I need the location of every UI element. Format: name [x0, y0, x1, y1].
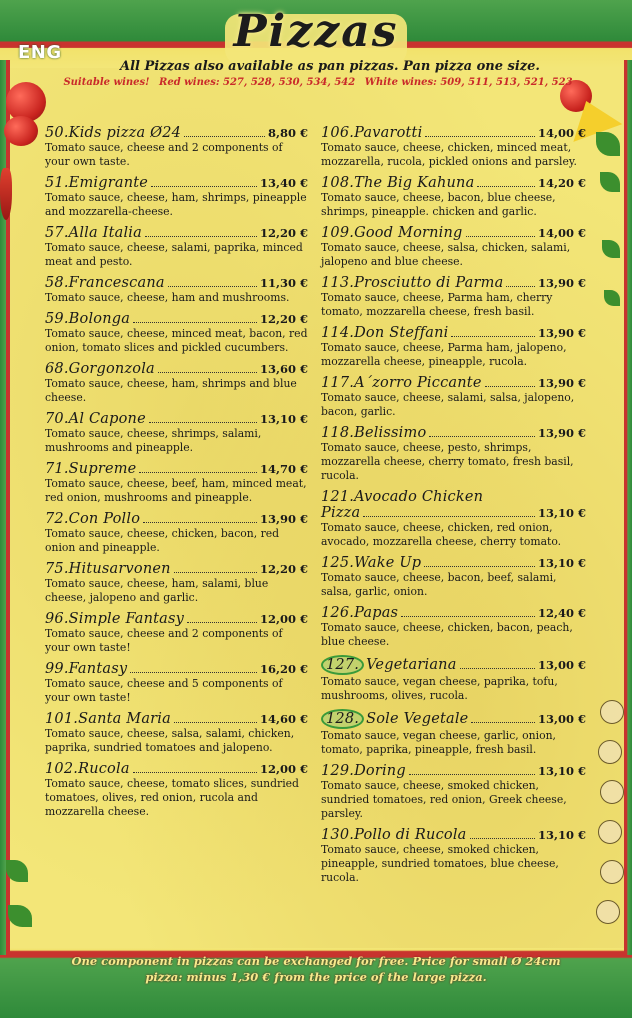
- menu-item: [45, 711, 308, 755]
- menu-item-price: 13,10 €: [537, 506, 586, 520]
- menu-item: [45, 275, 308, 305]
- menu-item: [321, 175, 586, 219]
- menu-item-header: [321, 175, 586, 191]
- menu-item: [45, 311, 308, 355]
- menu-item-price: 13,90 €: [537, 326, 586, 340]
- menu-item-header: [45, 611, 308, 627]
- menu-item-name: 58.Francescana: [45, 275, 165, 291]
- menu-item-price: 13,90 €: [537, 426, 586, 440]
- menu-item-description: Tomato sauce, cheese and 5 components of your own taste!: [45, 677, 283, 704]
- menu-item-price: 14,70 €: [259, 462, 308, 476]
- menu-item-description: Tomato sauce, cheese, pesto, shrimps, mozzarella cheese, cherry tomato, fresh basil, rucola.: [321, 441, 574, 482]
- mushroom-illustration-icon: [600, 700, 624, 724]
- menu-item-description: Tomato sauce, cheese, shrimps, salami, mushrooms and pineapple.: [45, 427, 262, 454]
- menu-item-name: 117.A´zorro Piccante: [321, 375, 482, 391]
- menu-item-header: [45, 561, 308, 577]
- menu-item-name: 126.Papas: [321, 605, 399, 621]
- menu-item-header: [45, 175, 308, 191]
- menu-item-header: [321, 505, 586, 521]
- basil-leaf-icon: [8, 905, 32, 927]
- menu-item-description: Tomato sauce, cheese, Parma ham, jalopeno, mozzarella cheese, pineapple, rucola.: [321, 341, 567, 368]
- menu-item-header: [45, 711, 308, 727]
- menu-item-header: [45, 125, 308, 141]
- dotted-leader: [139, 472, 257, 473]
- dotted-leader: [429, 436, 535, 437]
- page-title: Pizzas: [233, 6, 399, 57]
- menu-item-name: 129.Doring: [321, 763, 406, 779]
- dotted-leader: [471, 722, 535, 723]
- menu-item-description: Tomato sauce, cheese, bacon, beef, salami, salsa, garlic, onion.: [321, 571, 557, 598]
- menu-item-price: 13,10 €: [537, 556, 586, 570]
- dotted-leader: [363, 516, 535, 517]
- mushroom-illustration-icon: [598, 820, 622, 844]
- dotted-leader: [477, 186, 535, 187]
- menu-item-description: Tomato sauce, cheese, smoked chicken, sundried tomatoes, red onion, Greek cheese, parsley.: [321, 779, 567, 820]
- menu-item-description: Tomato sauce, cheese, minced meat, bacon, red onion, tomato slices and pickled cucumbers.: [45, 327, 308, 354]
- menu-item: [321, 125, 586, 169]
- menu-column-left: [45, 125, 308, 825]
- menu-column-right: [321, 125, 586, 891]
- menu-item-description: Tomato sauce, cheese, smoked chicken, pineapple, sundried tomatoes, blue cheese, rucola.: [321, 843, 559, 884]
- mushroom-illustration-icon: [600, 860, 624, 884]
- menu-item-price: 14,00 €: [537, 126, 586, 140]
- menu-item-description: Tomato sauce, cheese, chicken, minced meat, mozzarella, rucola, pickled onions and parsley.: [321, 141, 577, 168]
- menu-item: [321, 605, 586, 649]
- mushroom-illustration-icon: [596, 900, 620, 924]
- menu-item: [321, 763, 586, 821]
- basil-leaf-icon: [596, 132, 620, 156]
- dotted-leader: [506, 286, 535, 287]
- menu-item-header: [321, 709, 586, 729]
- menu-item-price: 12,40 €: [537, 606, 586, 620]
- dotted-leader: [184, 136, 265, 137]
- menu-item-header: [45, 761, 308, 777]
- menu-item-description: Tomato sauce, cheese, Parma ham, cherry tomato, mozzarella cheese, fresh basil.: [321, 291, 553, 318]
- menu-item-name: 113.Prosciutto di Parma: [321, 275, 504, 291]
- menu-item-price: 13,90 €: [537, 376, 586, 390]
- footer-line-2: pizza: minus 1,30 € from the price of the large pizza.: [145, 970, 487, 984]
- menu-item: [321, 275, 586, 319]
- menu-item-description: Tomato sauce, vegan cheese, garlic, onion, tomato, paprika, pineapple, fresh basil.: [321, 729, 556, 756]
- menu-item-header: [45, 661, 308, 677]
- menu-item-description: Tomato sauce, cheese, salami, salsa, jalopeno, bacon, garlic.: [321, 391, 575, 418]
- dotted-leader: [149, 422, 257, 423]
- menu-item-title: Sole Vegetale: [366, 711, 469, 727]
- menu-item-name-line1: 121.Avocado Chicken: [321, 489, 484, 505]
- menu-item-name: 70.Al Capone: [45, 411, 146, 427]
- menu-item-price: 8,80 €: [267, 126, 308, 140]
- dotted-leader: [174, 572, 257, 573]
- menu-item-price: 13,00 €: [537, 658, 586, 672]
- menu-item-price: 12,20 €: [259, 562, 308, 576]
- menu-item-description: Tomato sauce, cheese, ham, shrimps, pineapple and mozzarella-cheese.: [45, 191, 307, 218]
- mushroom-illustration-icon: [600, 780, 624, 804]
- menu-item: [45, 611, 308, 655]
- menu-item-price: 13,10 €: [537, 764, 586, 778]
- dotted-leader: [451, 336, 534, 337]
- menu-item-header: [45, 461, 308, 477]
- menu-item-header: [45, 511, 308, 527]
- menu-item-price: 13,40 €: [259, 176, 308, 190]
- menu-item-description: Tomato sauce, cheese, ham, salami, blue cheese, jalopeno and garlic.: [45, 577, 269, 604]
- menu-item: [45, 411, 308, 455]
- menu-item-price: 13,60 €: [259, 362, 308, 376]
- menu-item: [321, 225, 586, 269]
- dotted-leader: [187, 622, 257, 623]
- menu-item: [45, 361, 308, 405]
- menu-item-name: 106.Pavarotti: [321, 125, 423, 141]
- menu-item-name: 108.The Big Kahuna: [321, 175, 475, 191]
- language-label[interactable]: ENG: [18, 42, 62, 63]
- menu-item-name: 130.Pollo di Rucola: [321, 827, 467, 843]
- dotted-leader: [168, 286, 257, 287]
- menu-item-price: 13,00 €: [537, 712, 586, 726]
- menu-item: [321, 827, 586, 885]
- menu-item-price: 12,20 €: [259, 312, 308, 326]
- menu-item: [321, 655, 586, 703]
- menu-item: [45, 661, 308, 705]
- menu-item-header: [321, 605, 586, 621]
- menu-item-description: Tomato sauce, cheese, chicken, bacon, red onion and pineapple.: [45, 527, 280, 554]
- menu-item: [45, 225, 308, 269]
- menu-item-header: [45, 311, 308, 327]
- menu-item-name: [321, 709, 468, 729]
- menu-item-name: 96.Simple Fantasy: [45, 611, 185, 627]
- menu-item: [45, 461, 308, 505]
- menu-item-name: 68.Gorgonzola: [45, 361, 155, 377]
- dotted-leader: [143, 522, 257, 523]
- dotted-leader: [158, 372, 257, 373]
- menu-item-description: Tomato sauce, cheese, ham, shrimps and blue cheese.: [45, 377, 297, 404]
- dotted-leader: [151, 186, 257, 187]
- menu-item-description: Tomato sauce, cheese, chicken, bacon, peach, blue cheese.: [321, 621, 573, 648]
- menu-item-price: 11,30 €: [259, 276, 308, 290]
- dotted-leader: [409, 774, 535, 775]
- menu-item-name: 125.Wake Up: [321, 555, 422, 571]
- menu-item-header: [321, 325, 586, 341]
- menu-item-price: 14,20 €: [537, 176, 586, 190]
- menu-item: [45, 561, 308, 605]
- dotted-leader: [145, 236, 257, 237]
- footer-note: [40, 953, 592, 985]
- menu-item-description: Tomato sauce, cheese, salsa, salami, chicken, paprika, sundried tomatoes and jalopeno.: [45, 727, 295, 754]
- menu-item: [45, 511, 308, 555]
- menu-item: [321, 325, 586, 369]
- menu-item-header: [321, 275, 586, 291]
- menu-item-description: Tomato sauce, cheese, salami, paprika, minced meat and pesto.: [45, 241, 303, 268]
- menu-item-header: [321, 425, 586, 441]
- menu-item-name: 109.Good Morning: [321, 225, 463, 241]
- menu-item-header: [321, 225, 586, 241]
- dotted-leader: [466, 236, 535, 237]
- menu-item-price: 16,20 €: [259, 662, 308, 676]
- menu-item-header: [321, 763, 586, 779]
- menu-item-header: [45, 225, 308, 241]
- dotted-leader: [485, 386, 535, 387]
- menu-item-price: 12,00 €: [259, 762, 308, 776]
- menu-item-price: 13,90 €: [259, 512, 308, 526]
- menu-item-title: Vegetariana: [366, 657, 457, 673]
- dotted-leader: [401, 616, 535, 617]
- menu-item-price: 12,00 €: [259, 612, 308, 626]
- dotted-leader: [470, 838, 535, 839]
- pan-pizza-notice: All Pizzas also available as pan pizzas. Pan pizza one size.: [120, 59, 540, 74]
- menu-item-description: Tomato sauce, cheese, beef, ham, minced meat, red onion, mushrooms and pineapple.: [45, 477, 307, 504]
- dotted-leader: [133, 772, 257, 773]
- menu-item-name: Pizza: [321, 505, 361, 521]
- footer-line-1: One component in pizzas can be exchanged for free. Price for small Ø 24cm: [71, 954, 561, 968]
- menu-item-price: 13,10 €: [259, 412, 308, 426]
- menu-item-header: [45, 275, 308, 291]
- menu-item-description: Tomato sauce, cheese, salsa, chicken, salami, jalopeno and blue cheese.: [321, 241, 571, 268]
- menu-item-name: 71.Supreme: [45, 461, 137, 477]
- chili-pepper-illustration-icon: [0, 168, 12, 220]
- menu-item-header: [321, 375, 586, 391]
- menu-item: [321, 489, 586, 549]
- menu-item-price: 13,90 €: [537, 276, 586, 290]
- menu-item-header: [321, 655, 586, 675]
- menu-item-name: 101.Santa Maria: [45, 711, 171, 727]
- menu-item-name: 51.Emigrante: [45, 175, 149, 191]
- basil-leaf-icon: [602, 240, 620, 258]
- vegan-number-badge: 128.: [321, 709, 364, 729]
- menu-item-description: Tomato sauce, cheese, tomato slices, sundried tomatoes, olives, red onion, rucola and mozzarella cheese.: [45, 777, 299, 818]
- menu-item: [45, 175, 308, 219]
- menu-item-name: 114.Don Steffani: [321, 325, 449, 341]
- tomato-slice-illustration-icon: [4, 116, 38, 146]
- menu-item: [321, 425, 586, 483]
- menu-item-name: [321, 655, 457, 675]
- wines-label: Suitable wines!: [63, 77, 150, 88]
- menu-item-header: [321, 827, 586, 843]
- dotted-leader: [174, 722, 257, 723]
- menu-item-name: 59.Bolonga: [45, 311, 131, 327]
- menu-item-name: 99.Fantasy: [45, 661, 128, 677]
- dotted-leader: [460, 668, 535, 669]
- menu-item-description: Tomato sauce, cheese and 2 components of your own taste.: [45, 141, 283, 168]
- menu-item-name: 57.Alla Italia: [45, 225, 142, 241]
- menu-item-description: Tomato sauce, cheese and 2 components of your own taste!: [45, 627, 283, 654]
- menu-item-header: [45, 361, 308, 377]
- wine-suggestions: [48, 77, 588, 88]
- dotted-leader: [424, 566, 535, 567]
- menu-item-header: [321, 555, 586, 571]
- menu-item-name: 50.Kids pizza Ø24: [45, 125, 182, 141]
- menu-item-description: Tomato sauce, cheese, ham and mushrooms.: [45, 291, 290, 304]
- dotted-leader: [133, 322, 257, 323]
- menu-item: [45, 125, 308, 169]
- menu-item: [321, 555, 586, 599]
- menu-item-price: 13,10 €: [537, 828, 586, 842]
- menu-item-description: Tomato sauce, cheese, chicken, red onion, avocado, mozzarella cheese, cherry tomato.: [321, 521, 562, 548]
- menu-item-name: 72.Con Pollo: [45, 511, 141, 527]
- mushroom-illustration-icon: [598, 740, 622, 764]
- menu-item: [45, 761, 308, 819]
- menu-item-description: Tomato sauce, cheese, bacon, blue cheese, shrimps, pineapple. chicken and garlic.: [321, 191, 556, 218]
- menu-item-header: [45, 411, 308, 427]
- menu-item-header: [321, 125, 586, 141]
- menu-item-price: 14,60 €: [259, 712, 308, 726]
- basil-leaf-icon: [604, 290, 620, 306]
- vegan-number-badge: 127.: [321, 655, 364, 675]
- menu-item: [321, 375, 586, 419]
- dotted-leader: [425, 136, 535, 137]
- menu-item-description: Tomato sauce, vegan cheese, paprika, tofu, mushrooms, olives, rucola.: [321, 675, 558, 702]
- decorative-right-border: [624, 60, 632, 955]
- menu-item-name: 118.Belissimo: [321, 425, 427, 441]
- red-wines: Red wines: 527, 528, 530, 534, 542: [159, 77, 356, 88]
- menu-item-name: 102.Rucola: [45, 761, 130, 777]
- menu-item-price: 12,20 €: [259, 226, 308, 240]
- basil-leaf-icon: [600, 172, 620, 192]
- white-wines: White wines: 509, 511, 513, 521, 523: [364, 77, 573, 88]
- menu-item-price: 14,00 €: [537, 226, 586, 240]
- menu-item-name: 75.Hitusarvonen: [45, 561, 171, 577]
- dotted-leader: [130, 672, 257, 673]
- menu-item: [321, 709, 586, 757]
